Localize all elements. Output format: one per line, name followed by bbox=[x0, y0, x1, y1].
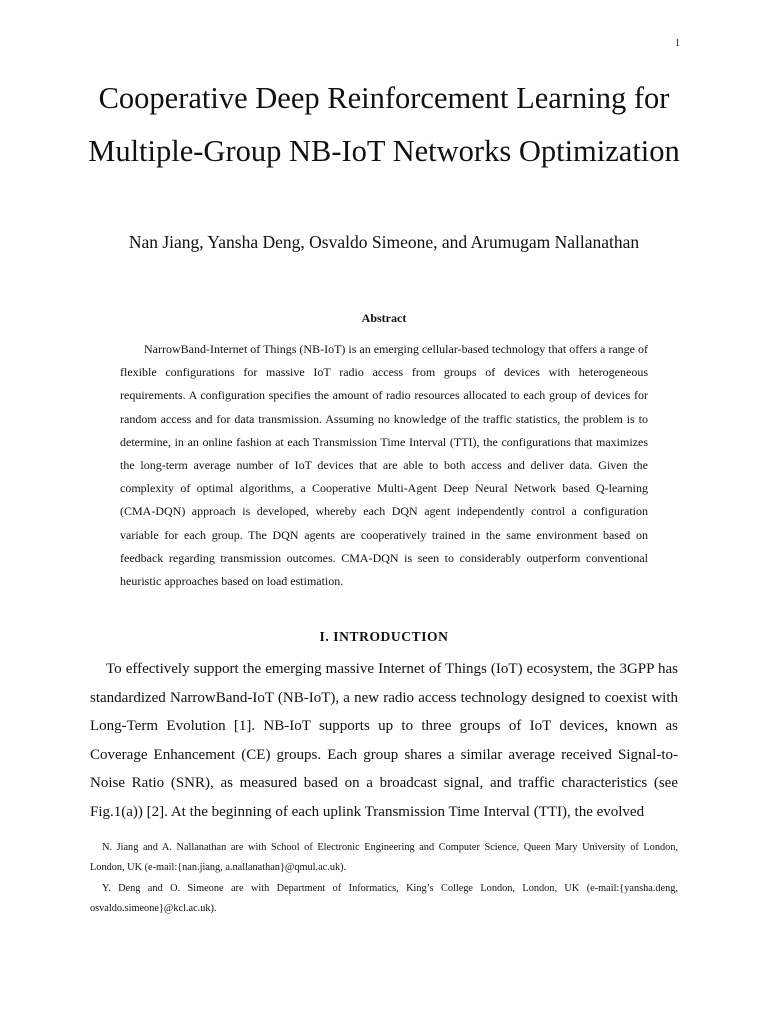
footnote-affiliation-1: N. Jiang and A. Nallanathan are with School of Electronic Engineering and Computer Science, Queen Mary University of London, London, UK (e-mail:{nan.jiang, a.nallanathan}@qmul.ac.uk). bbox=[90, 842, 678, 873]
author-list: Nan Jiang, Yansha Deng, Osvaldo Simeone, and Arumugam Nallanathan bbox=[128, 232, 640, 252]
footnotes bbox=[90, 838, 678, 920]
abstract-heading: Abstract bbox=[361, 311, 407, 325]
paper-title: Cooperative Deep Reinforcement Learning for Multiple-Group NB-IoT Networks Optimization bbox=[88, 81, 680, 168]
introduction-paragraph: To effectively support the emerging massive Internet of Things (IoT) ecosystem, the 3GPP has standardized NarrowBand-IoT (NB-IoT), a new radio access technology designed to coexist with Long-Term Evolution [1]. NB-IoT supports up to three groups of IoT devices, known as Coverage Enhancement (CE) groups. Each group shares a similar average received Signal-to-Noise Ratio (SNR), as measured based on a broadcast signal, and traffic characteristics (see Fig.1(a)) [2]. At the beginning of each uplink Transmission Time Interval (TTI), the evolved bbox=[90, 661, 678, 820]
section-heading-introduction: I. INTRODUCTION bbox=[319, 629, 449, 644]
page-number: 1 bbox=[675, 38, 680, 49]
abstract-body: NarrowBand-Internet of Things (NB-IoT) is an emerging cellular-based technology that offers a range of flexible configurations for massive IoT radio access from groups of devices with heterogeneous requirements. A configuration specifies the amount of radio resources allocated to each group of devices for random access and for data transmission. Assuming no knowledge of the traffic statistics, the problem is to determine, in an online fashion at each Transmission Time Interval (TTI), the configurations that maximizes the long-term average number of IoT devices that are able to both access and deliver data. Given the complexity of optimal algorithms, a Cooperative Multi-Agent Deep Neural Network based Q-learning (CMA-DQN) approach is developed, whereby each DQN agent independently control a configuration variable for each group. The DQN agents are cooperatively trained in the same environment based on feedback regarding transmission outcomes. CMA-DQN is seen to considerably outperform conventional heuristic approaches based on load estimation. bbox=[120, 342, 648, 589]
footnote-affiliation-2: Y. Deng and O. Simeone are with Department of Informatics, King’s College London, London, UK (e-mail:{yansha.deng, osvaldo.simeone}@kcl.ac.uk). bbox=[90, 883, 678, 914]
